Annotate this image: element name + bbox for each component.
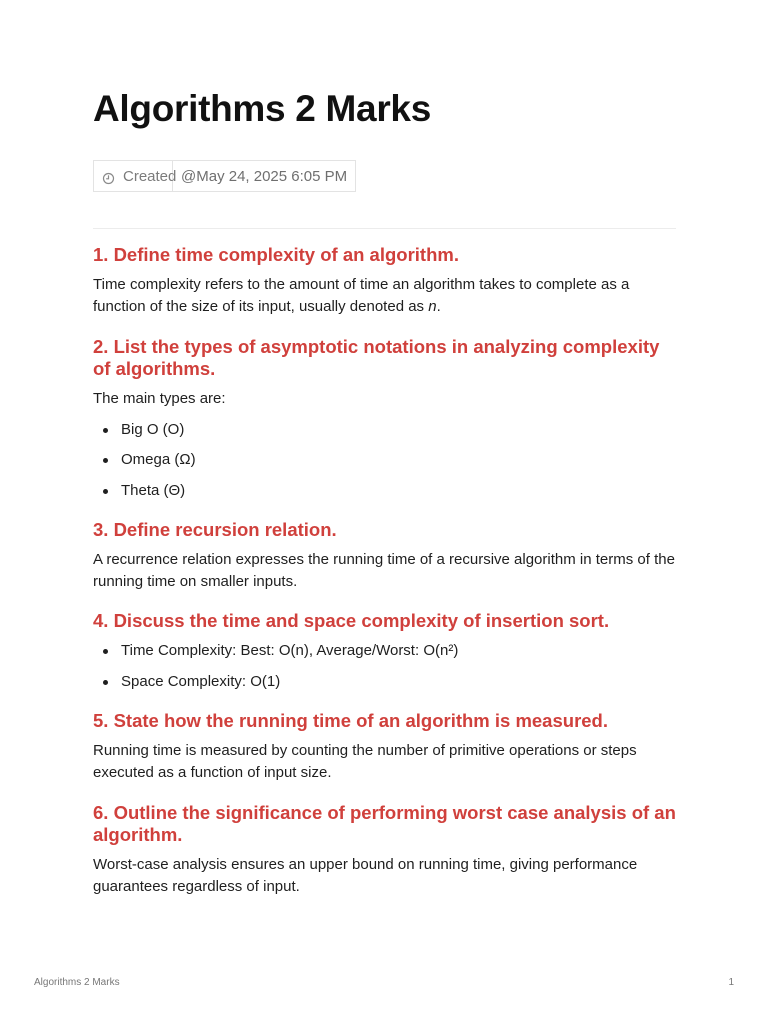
question-heading: 5. State how the running time of an algorithm is measured.	[93, 710, 608, 731]
answer-text: Time complexity refers to the amount of time an algorithm takes to complete as a function of the size of its input, usually denoted as	[93, 276, 630, 315]
list-item: Theta (Θ)	[93, 480, 676, 502]
answer-paragraph: A recurrence relation expresses the running time of a recursive algorithm in terms of the running time on smaller inputs.	[93, 551, 675, 590]
page-number: 1	[728, 977, 734, 988]
page-title: Algorithms 2 Marks	[93, 88, 431, 129]
bullet-list	[93, 640, 676, 693]
page-content	[93, 244, 676, 898]
list-item: Omega (Ω)	[93, 449, 676, 471]
answer-paragraph: The main types are:	[93, 390, 226, 407]
question-heading: 4. Discuss the time and space complexity of insertion sort.	[93, 610, 610, 631]
answer-paragraph	[93, 274, 676, 318]
answer-paragraph: Running time is measured by counting the number of primitive operations or steps executed as a function of input size.	[93, 742, 637, 781]
question-heading: 3. Define recursion relation.	[93, 519, 337, 540]
property-value[interactable]: @May 24, 2025 6:05 PM	[181, 167, 348, 185]
properties-table	[93, 160, 356, 192]
question-heading: 6. Outline the significance of performing worst case analysis of an algorithm.	[93, 802, 676, 845]
list-item: Space Complexity: O(1)	[93, 671, 676, 693]
answer-paragraph: Worst-case analysis ensures an upper bound on running time, giving performance guarantees regardless of input.	[93, 856, 638, 895]
answer-text-end: .	[436, 298, 441, 315]
footer-title: Algorithms 2 Marks	[34, 977, 120, 988]
variable-n: n	[428, 298, 437, 315]
list-item: Time Complexity: Best: O(n), Average/Worst: O(n²)	[93, 640, 676, 662]
divider	[93, 228, 676, 229]
property-created	[94, 161, 177, 191]
property-name: Created	[123, 167, 177, 185]
clock-icon	[102, 172, 115, 185]
question-heading: 1. Define time complexity of an algorithm.	[93, 244, 459, 265]
list-item: Big O (O)	[93, 419, 676, 441]
bullet-list	[93, 419, 676, 502]
question-heading: 2. List the types of asymptotic notations in analyzing complexity of algorithms.	[93, 336, 660, 379]
